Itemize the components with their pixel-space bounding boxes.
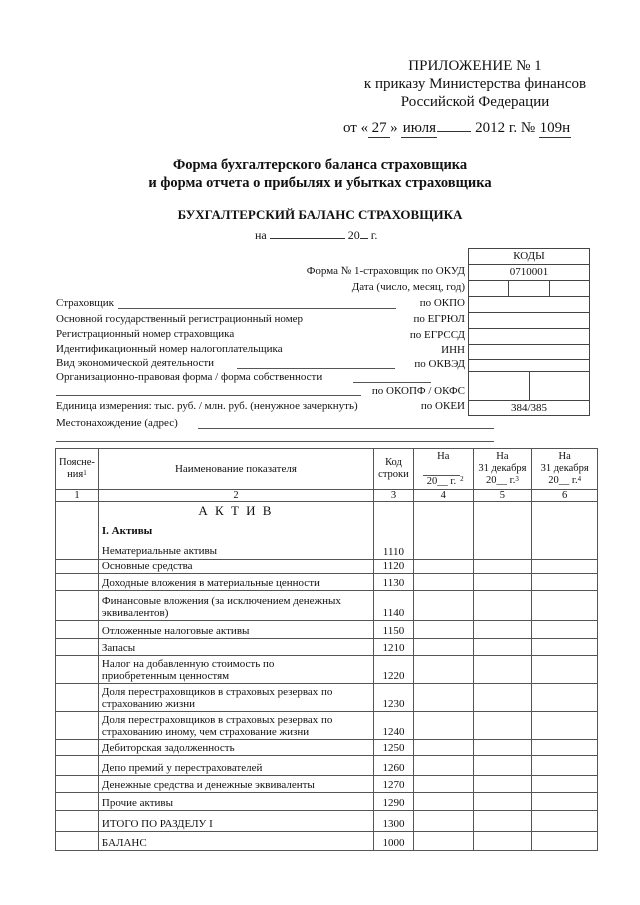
label-reg-number: Регистрационный номер страховщика bbox=[56, 328, 235, 340]
cell-notes[interactable] bbox=[56, 793, 99, 811]
cell-value-4[interactable] bbox=[413, 712, 473, 740]
row-name: Дебиторская задолженность bbox=[98, 740, 373, 756]
cell-value-5[interactable] bbox=[473, 776, 532, 793]
cell-notes[interactable] bbox=[56, 712, 99, 740]
label-egrssd: по ЕГРССД bbox=[409, 329, 465, 341]
code-okved[interactable] bbox=[469, 359, 589, 371]
table-row bbox=[56, 591, 598, 621]
col-number-1: 1 bbox=[56, 490, 99, 502]
form-title-line1: Форма бухгалтерского баланса страховщика bbox=[172, 157, 468, 173]
cell-value-6[interactable] bbox=[532, 560, 598, 574]
table-header-row bbox=[56, 449, 598, 490]
form-title-line2: и форма отчета о прибылях и убытках страховщика bbox=[148, 175, 492, 191]
cell-code: 1270 bbox=[373, 776, 413, 793]
as-of-year: 20 bbox=[347, 228, 360, 242]
cell-value-4[interactable] bbox=[413, 793, 473, 811]
header-notes-label: Поясне-ния bbox=[59, 457, 95, 480]
cell-notes[interactable] bbox=[56, 740, 99, 756]
label-unit: Единица измерения: тыс. руб. / млн. руб. (ненужное зачеркнуть) bbox=[56, 400, 358, 412]
cell-value-6[interactable] bbox=[532, 740, 598, 756]
cell-code: 1230 bbox=[373, 684, 413, 712]
cell-notes[interactable] bbox=[56, 502, 99, 560]
cell-value-4[interactable] bbox=[413, 574, 473, 591]
cell-value-5[interactable] bbox=[473, 832, 532, 851]
cell-notes[interactable] bbox=[56, 684, 99, 712]
as-of-date bbox=[255, 228, 377, 243]
row-name: БАЛАНС bbox=[98, 832, 373, 851]
col-number-2: 2 bbox=[98, 490, 373, 502]
legal-form-field[interactable] bbox=[353, 382, 431, 383]
code-okud: 0710001 bbox=[469, 264, 589, 280]
date-month: июля bbox=[402, 120, 436, 136]
footnote-2: 2 bbox=[460, 474, 464, 483]
header-code-line1: Код bbox=[385, 457, 402, 468]
cell-value-4[interactable] bbox=[413, 832, 473, 851]
row-name: Прочие активы bbox=[98, 793, 373, 811]
cell-value-4[interactable] bbox=[413, 502, 473, 560]
cell-value-6[interactable] bbox=[532, 776, 598, 793]
cell-value-6[interactable] bbox=[532, 811, 598, 832]
cell-value-5[interactable] bbox=[473, 684, 532, 712]
subsection-title: I. Активы bbox=[101, 525, 153, 537]
cell-code: 1250 bbox=[373, 740, 413, 756]
cell-value-4[interactable] bbox=[413, 811, 473, 832]
code-okfs[interactable] bbox=[529, 372, 590, 400]
cell-code: 1210 bbox=[373, 639, 413, 656]
row-name: Основные средства bbox=[98, 560, 373, 574]
label-okved: по ОКВЭД bbox=[414, 358, 465, 370]
cell-value-4[interactable] bbox=[413, 560, 473, 574]
header-col4 bbox=[413, 449, 473, 490]
cell-code: 1110 bbox=[373, 502, 413, 560]
cell-code: 1150 bbox=[373, 621, 413, 639]
cell-notes[interactable] bbox=[56, 811, 99, 832]
label-legal-form: Организационно-правовая форма / форма собственности bbox=[56, 371, 323, 383]
label-inn: ИНН bbox=[441, 344, 465, 356]
cell-value-5[interactable] bbox=[473, 740, 532, 756]
row-name: Налог на добавленную стоимость по приобретенным ценностям bbox=[98, 656, 373, 684]
label-address: Местонахождение (адрес) bbox=[56, 417, 178, 429]
row-name: Доля перестраховщиков в страховых резервах по страхованию жизни bbox=[98, 684, 373, 712]
label-okud: Форма № 1-страховщик по ОКУД bbox=[306, 265, 465, 277]
code-okopf[interactable] bbox=[469, 372, 529, 400]
cell-code: 1000 bbox=[373, 832, 413, 851]
cell-notes[interactable] bbox=[56, 574, 99, 591]
table-row bbox=[56, 684, 598, 712]
as-of-prefix: на bbox=[255, 228, 267, 242]
annex-federation: Российской Федерации bbox=[400, 94, 550, 110]
cell-value-4[interactable] bbox=[413, 656, 473, 684]
cell-value-5[interactable] bbox=[473, 639, 532, 656]
cell-value-4[interactable] bbox=[413, 756, 473, 776]
header-col5-line3: 20__ г. bbox=[485, 475, 516, 486]
table-row bbox=[56, 560, 598, 574]
header-col5-line1: На bbox=[496, 451, 509, 462]
cell-value-5[interactable] bbox=[473, 621, 532, 639]
table-row bbox=[56, 656, 598, 684]
row-name: Запасы bbox=[98, 639, 373, 656]
table-row bbox=[56, 811, 598, 832]
table-row bbox=[56, 712, 598, 740]
as-of-year-blank[interactable] bbox=[360, 238, 368, 239]
codes-box bbox=[468, 248, 590, 416]
header-notes bbox=[56, 449, 99, 490]
table-row bbox=[56, 756, 598, 776]
table-row bbox=[56, 574, 598, 591]
cell-code: 1120 bbox=[373, 560, 413, 574]
code-okopf-okfs bbox=[469, 371, 589, 400]
table-row bbox=[56, 793, 598, 811]
date-day: 27 bbox=[368, 120, 390, 138]
header-col6-line3: 20__ г. bbox=[548, 475, 578, 486]
label-okei: по ОКЕИ bbox=[420, 400, 465, 412]
label-inn-left: Идентификационный номер налогоплательщика bbox=[56, 343, 283, 355]
cell-name bbox=[98, 502, 373, 560]
cell-code: 1290 bbox=[373, 793, 413, 811]
cell-value-5[interactable] bbox=[473, 756, 532, 776]
cell-value-5[interactable] bbox=[473, 574, 532, 591]
cell-value-6[interactable] bbox=[532, 793, 598, 811]
date-year: 2012 г. № bbox=[475, 120, 536, 136]
cell-value-5[interactable] bbox=[473, 656, 532, 684]
annex-title: ПРИЛОЖЕНИЕ № 1 bbox=[408, 58, 542, 74]
cell-notes[interactable] bbox=[56, 776, 99, 793]
column-numbers-row bbox=[56, 490, 598, 502]
table-row bbox=[56, 502, 598, 560]
header-col5 bbox=[473, 449, 532, 490]
cell-code: 1140 bbox=[373, 591, 413, 621]
footnote-3: 3 bbox=[515, 475, 519, 483]
cell-value-6[interactable] bbox=[532, 656, 598, 684]
cell-value-6[interactable] bbox=[532, 684, 598, 712]
date-prefix: от « bbox=[343, 120, 369, 136]
annex-date-line bbox=[343, 120, 571, 138]
address-field[interactable] bbox=[198, 428, 494, 429]
annex-order: к приказу Министерства финансов bbox=[363, 76, 587, 92]
table-row bbox=[56, 740, 598, 756]
row-name: Депо премий у перестрахователей bbox=[98, 756, 373, 776]
cell-value-6[interactable] bbox=[532, 574, 598, 591]
row-name: Отложенные налоговые активы bbox=[98, 621, 373, 639]
cell-value-5[interactable] bbox=[473, 502, 532, 560]
label-okopf: по ОКОПФ / ОКФС bbox=[371, 385, 465, 397]
header-col4-line1: На bbox=[437, 450, 450, 462]
cell-value-5[interactable] bbox=[473, 591, 532, 621]
code-egrssd[interactable] bbox=[469, 328, 589, 344]
code-date-month[interactable] bbox=[508, 281, 548, 296]
cell-value-4[interactable] bbox=[413, 684, 473, 712]
cell-value-6[interactable] bbox=[532, 832, 598, 851]
cell-notes[interactable] bbox=[56, 832, 99, 851]
cell-code: 1220 bbox=[373, 656, 413, 684]
footnote-4: 4 bbox=[577, 475, 582, 483]
header-col6 bbox=[532, 449, 598, 490]
label-date: Дата (число, месяц, год) bbox=[351, 281, 465, 293]
cell-value-4[interactable] bbox=[413, 591, 473, 621]
cell-value-6[interactable] bbox=[532, 712, 598, 740]
as-of-suffix: г. bbox=[370, 228, 378, 242]
cell-value-5[interactable] bbox=[473, 793, 532, 811]
cell-notes[interactable] bbox=[56, 621, 99, 639]
code-okei: 384/385 bbox=[469, 400, 589, 415]
col-number-5: 5 bbox=[473, 490, 532, 502]
codes-header: КОДЫ bbox=[513, 250, 545, 262]
header-col6-line2: 31 декабря bbox=[540, 463, 589, 474]
label-okpo: по ОКПО bbox=[419, 297, 465, 309]
cell-notes[interactable] bbox=[56, 656, 99, 684]
cell-notes[interactable] bbox=[56, 639, 99, 656]
cell-code: 1130 bbox=[373, 574, 413, 591]
col-number-4: 4 bbox=[413, 490, 473, 502]
section-title: А К Т И В bbox=[198, 503, 274, 518]
col-number-6: 6 bbox=[532, 490, 598, 502]
cell-value-5[interactable] bbox=[473, 712, 532, 740]
legal-form-field-2[interactable] bbox=[56, 395, 361, 396]
cell-code: 1260 bbox=[373, 756, 413, 776]
cell-code: 1300 bbox=[373, 811, 413, 832]
label-activity: Вид экономической деятельности bbox=[56, 357, 215, 369]
cell-value-5[interactable] bbox=[473, 560, 532, 574]
row-name: Доля перестраховщиков в страховых резервах по страхованию иному, чем страхование жизни bbox=[98, 712, 373, 740]
code-date bbox=[469, 280, 589, 296]
table-row bbox=[56, 621, 598, 639]
header-col6-line1: На bbox=[558, 451, 571, 462]
cell-value-4[interactable] bbox=[413, 776, 473, 793]
cell-notes[interactable] bbox=[56, 756, 99, 776]
header-code bbox=[373, 449, 413, 490]
row-name: Нематериальные активы bbox=[101, 545, 218, 557]
footnote-1: 1 bbox=[83, 469, 87, 477]
activity-field[interactable] bbox=[237, 368, 395, 369]
cell-value-4[interactable] bbox=[413, 621, 473, 639]
insurer-field[interactable] bbox=[118, 308, 396, 309]
header-col4-line2: 20__ г. bbox=[423, 475, 460, 487]
cell-value-4[interactable] bbox=[413, 639, 473, 656]
header-indicator: Наименование показателя bbox=[98, 449, 373, 490]
code-date-year[interactable] bbox=[549, 281, 589, 296]
balance-table bbox=[55, 448, 598, 851]
table-row bbox=[56, 639, 598, 656]
address-field-2[interactable] bbox=[56, 441, 494, 442]
code-egrul[interactable] bbox=[469, 312, 589, 328]
header-code-line2: строки bbox=[378, 469, 409, 480]
as-of-blank[interactable] bbox=[270, 238, 345, 239]
cell-value-6[interactable] bbox=[532, 591, 598, 621]
row-name: Денежные средства и денежные эквиваленты bbox=[98, 776, 373, 793]
cell-notes[interactable] bbox=[56, 591, 99, 621]
cell-notes[interactable] bbox=[56, 560, 99, 574]
table-row bbox=[56, 776, 598, 793]
label-ogrn: Основной государственный регистрационный номер bbox=[56, 313, 304, 325]
cell-value-6[interactable] bbox=[532, 639, 598, 656]
label-egrul: по ЕГРЮЛ bbox=[413, 313, 465, 325]
code-inn[interactable] bbox=[469, 344, 589, 359]
col-number-3: 3 bbox=[373, 490, 413, 502]
row-name: ИТОГО ПО РАЗДЕЛУ I bbox=[98, 811, 373, 832]
cell-value-6[interactable] bbox=[532, 756, 598, 776]
order-number: 109н bbox=[539, 120, 571, 136]
balance-title: БУХГАЛТЕРСКИЙ БАЛАНС СТРАХОВЩИКА bbox=[177, 207, 463, 222]
header-col5-line2: 31 декабря bbox=[478, 463, 527, 474]
row-name: Финансовые вложения (за исключением денежных эквивалентов) bbox=[98, 591, 373, 621]
code-date-day[interactable] bbox=[469, 281, 508, 296]
date-mid: » bbox=[390, 120, 398, 136]
row-name: Доходные вложения в материальные ценности bbox=[98, 574, 373, 591]
table-row bbox=[56, 832, 598, 851]
cell-value-5[interactable] bbox=[473, 811, 532, 832]
date-blank bbox=[437, 131, 471, 132]
code-okpo[interactable] bbox=[469, 296, 589, 312]
label-insurer: Страховщик bbox=[56, 297, 114, 309]
cell-value-6[interactable] bbox=[532, 502, 598, 560]
cell-value-4[interactable] bbox=[413, 740, 473, 756]
cell-value-6[interactable] bbox=[532, 621, 598, 639]
cell-code: 1240 bbox=[373, 712, 413, 740]
